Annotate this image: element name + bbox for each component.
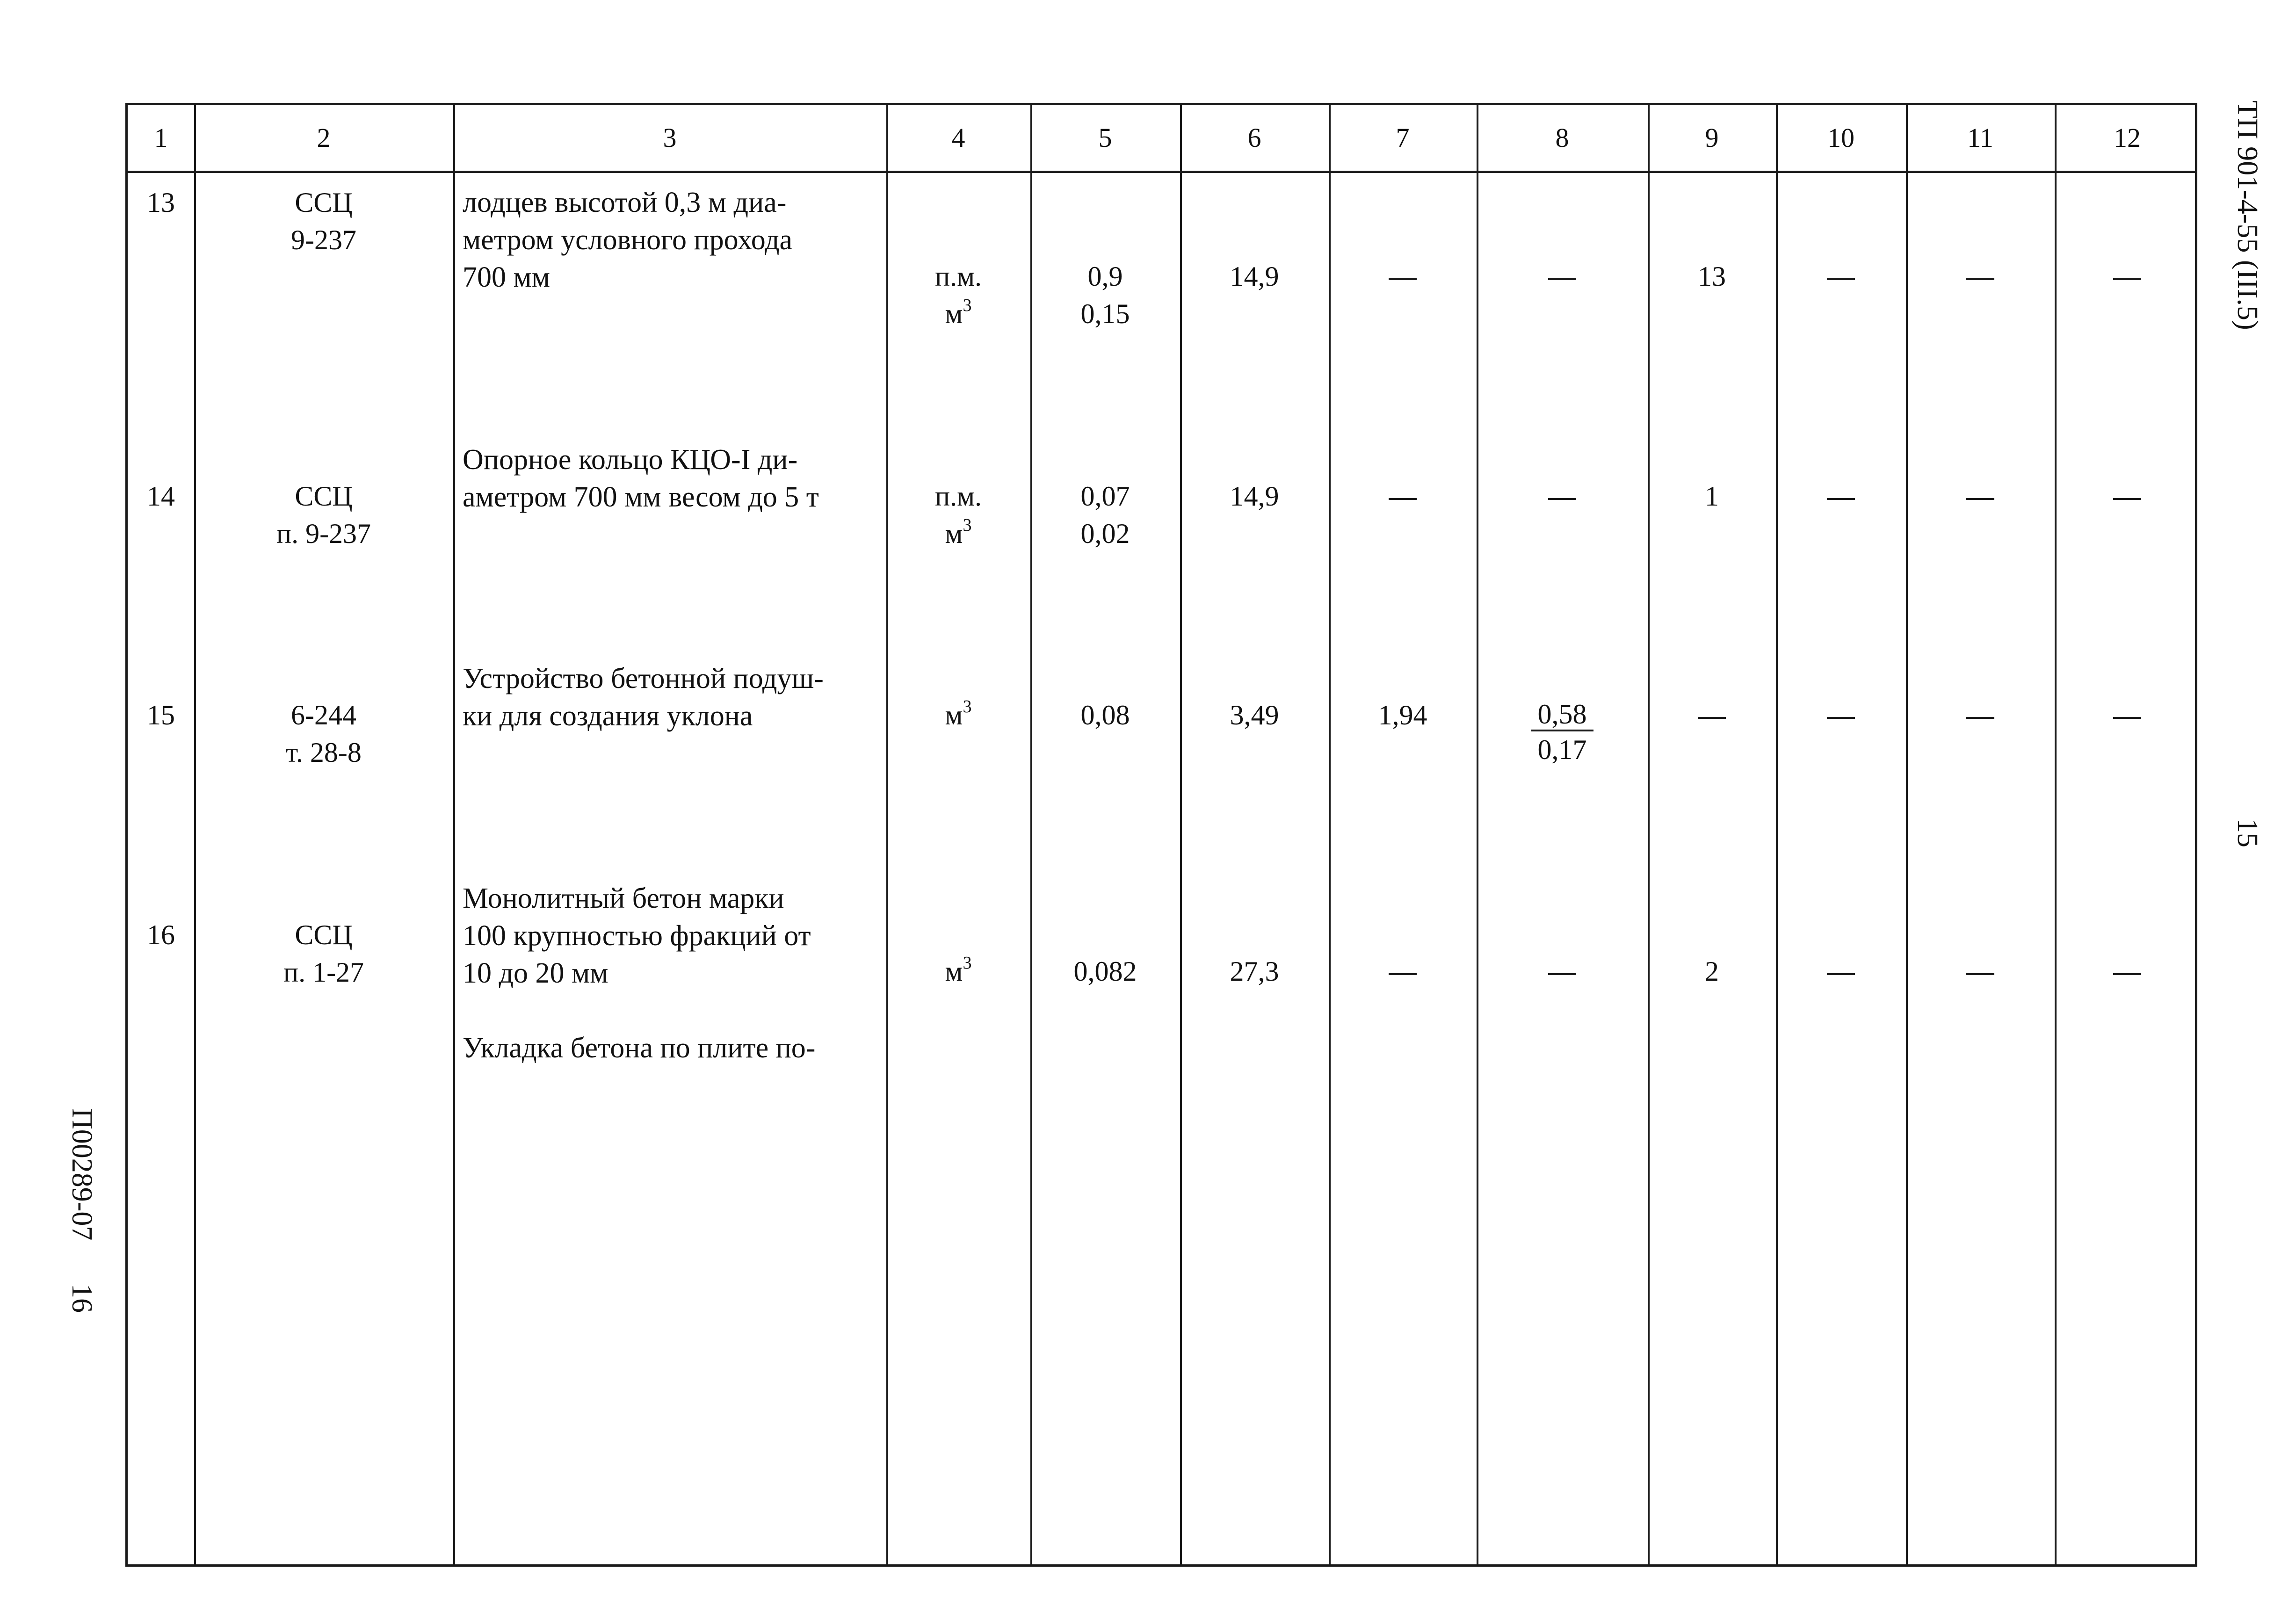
desc-line: ки для создания уклона — [463, 700, 753, 732]
header-col-1: 1 — [154, 123, 168, 153]
row-16-description — [463, 880, 879, 1067]
header-col-10: 10 — [1827, 123, 1854, 153]
code-line: ССЦ — [295, 481, 353, 512]
code-line: п. 9-237 — [276, 518, 371, 549]
row-13-code — [194, 184, 453, 259]
row-15-col12-dash — [2055, 696, 2200, 734]
desc-line: Опорное кольцо КЦО-I ди- — [463, 444, 798, 476]
col-divider — [1648, 105, 1650, 1564]
row-14-quantity — [1030, 477, 1180, 552]
code-line: 9-237 — [291, 224, 356, 255]
row-14-number: 14 — [147, 481, 175, 512]
estimate-table — [125, 103, 2197, 1567]
row-16-col9: 2 — [1705, 956, 1719, 987]
code-line: ССЦ — [295, 919, 353, 950]
row-16-col7-dash — [1329, 953, 1477, 990]
fraction-numerator: 0,58 — [1531, 699, 1593, 731]
row-15-number: 15 — [147, 700, 175, 730]
row-13-col11-dash — [1906, 258, 2055, 295]
row-14-code — [194, 477, 453, 552]
row-13-col8-dash — [1477, 258, 1648, 295]
row-16-col12-dash — [2055, 953, 2200, 990]
col-divider — [1776, 105, 1778, 1564]
header-divider — [128, 171, 2195, 173]
row-14-col11-dash — [1906, 477, 2055, 515]
row-16-unit: $м^3$ — [945, 953, 972, 987]
row-15-unit: $м^3$ — [945, 697, 972, 730]
col-divider — [1477, 105, 1478, 1564]
qty-line: 0,9 — [1087, 261, 1123, 292]
unit-line: п.м. — [934, 261, 982, 292]
row-15-code — [194, 696, 453, 771]
code-line: п. 1-27 — [283, 957, 364, 988]
row-16-col6: 27,3 — [1230, 956, 1279, 987]
row-13-col10-dash — [1776, 258, 1906, 295]
desc-line: Монолитный бетон марки — [463, 882, 784, 914]
header-col-11: 11 — [1967, 123, 1993, 153]
row-15-col11-dash — [1906, 696, 2055, 734]
desc-line: Устройство бетонной подуш- — [463, 663, 824, 694]
row-13-quantity — [1030, 258, 1180, 333]
row-16-col11-dash — [1906, 953, 2055, 990]
row-15-col10-dash — [1776, 696, 1906, 734]
desc-line: 100 крупностью фракций от — [463, 920, 811, 952]
row-14-col9: 1 — [1705, 481, 1719, 512]
fraction-denominator: 0,17 — [1537, 734, 1587, 765]
header-col-5: 5 — [1098, 123, 1112, 153]
col-divider — [1329, 105, 1331, 1564]
row-15-description — [463, 660, 879, 735]
row-14-col10-dash — [1776, 477, 1906, 515]
unit-line: $м^3$ — [945, 515, 972, 549]
qty-line: 0,07 — [1080, 481, 1130, 512]
row-15-col8-fraction — [1477, 696, 1648, 767]
row-13-col9: 13 — [1698, 261, 1726, 292]
desc-line: метром условного прохода — [463, 224, 793, 256]
qty-line: 0,15 — [1080, 298, 1130, 329]
row-14-unit — [886, 477, 1030, 552]
col-divider — [1906, 105, 1908, 1564]
header-col-7: 7 — [1396, 123, 1410, 153]
row-16-number: 16 — [147, 919, 175, 950]
row-13-description — [463, 184, 879, 296]
row-16-col10-dash — [1776, 953, 1906, 990]
row-14-col6: 14,9 — [1230, 481, 1279, 512]
row-13-col6: 14,9 — [1230, 261, 1279, 292]
document-code-right: ТП 901-4-55 (III.5) — [2231, 101, 2263, 330]
col-divider — [1180, 105, 1182, 1564]
page-number-left: 16 — [66, 1284, 98, 1313]
page-number-right: 15 — [2231, 818, 2263, 847]
row-16-code — [194, 916, 453, 991]
row-13-col7-dash — [1329, 258, 1477, 295]
row-15-col7: 1,94 — [1378, 700, 1427, 730]
desc-line: 10 до 20 мм — [463, 957, 608, 989]
header-col-3: 3 — [663, 123, 677, 153]
unit-line: $м^3$ — [945, 296, 972, 329]
col-divider — [453, 105, 455, 1564]
row-16-quantity: 0,082 — [1073, 956, 1137, 987]
code-line: 6-244 — [291, 700, 356, 730]
row-16-col8-dash — [1477, 953, 1648, 990]
row-14-description — [463, 441, 879, 516]
row-15-col6: 3,49 — [1230, 700, 1279, 730]
col-divider — [194, 105, 196, 1564]
desc-line: Укладка бетона по плите по- — [463, 1032, 816, 1064]
row-14-col7-dash — [1329, 477, 1477, 515]
row-13-number: 13 — [147, 187, 175, 218]
header-col-9: 9 — [1705, 123, 1719, 153]
col-divider — [2055, 105, 2057, 1564]
row-13-unit — [886, 258, 1030, 333]
unit-line: п.м. — [934, 481, 982, 512]
desc-line: лодцев высотой 0,3 м диа- — [463, 187, 787, 218]
qty-line: 0,02 — [1080, 518, 1130, 549]
header-col-8: 8 — [1555, 123, 1569, 153]
code-line: т. 28-8 — [286, 737, 362, 768]
header-col-12: 12 — [2114, 123, 2141, 153]
desc-line: аметром 700 мм весом до 5 т — [463, 481, 819, 513]
header-col-4: 4 — [951, 123, 965, 153]
row-15-quantity: 0,08 — [1080, 700, 1130, 730]
header-col-6: 6 — [1247, 123, 1261, 153]
archive-code-left: П00289-07 — [66, 1108, 98, 1241]
row-14-col12-dash — [2055, 477, 2200, 515]
row-15-col9-dash — [1648, 696, 1776, 734]
row-13-col12-dash — [2055, 258, 2200, 295]
desc-line: 700 мм — [463, 261, 550, 293]
code-line: ССЦ — [295, 187, 353, 218]
row-14-col8-dash — [1477, 477, 1648, 515]
header-col-2: 2 — [317, 123, 331, 153]
